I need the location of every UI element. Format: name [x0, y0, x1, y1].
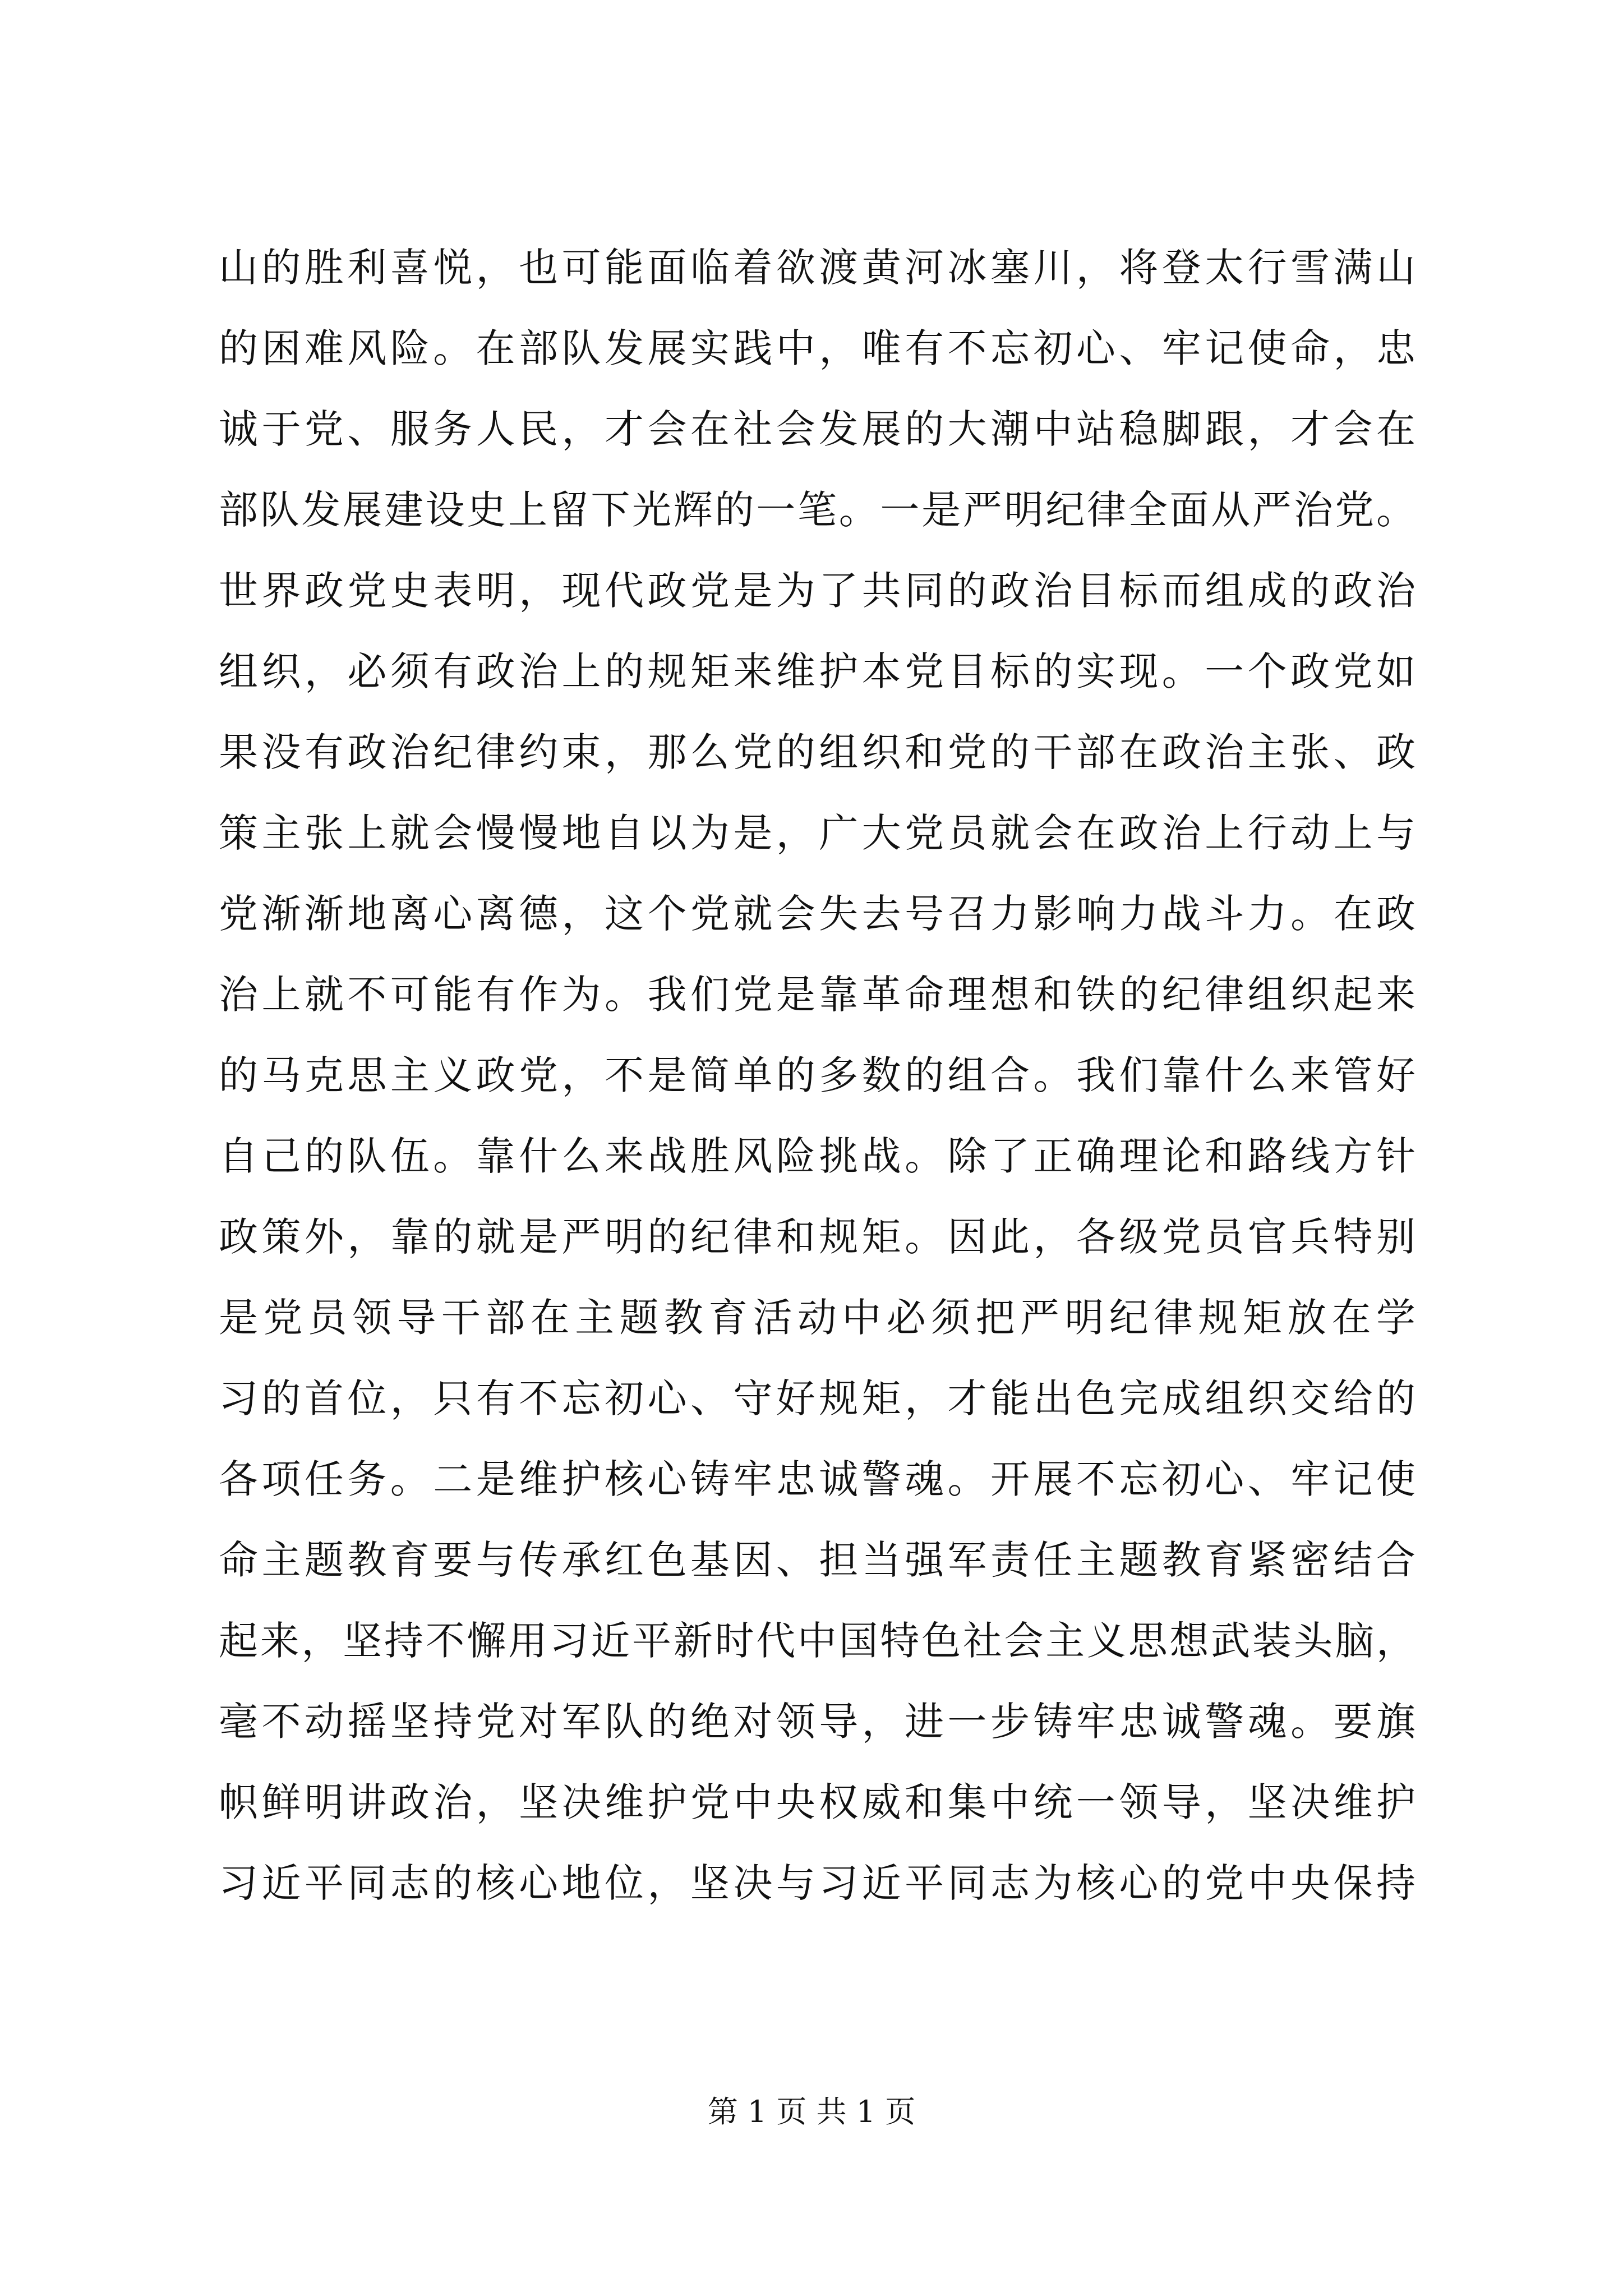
text-line: 习的首位，只有不忘初心、守好规矩，才能出色完成组织交给的: [219, 1375, 1415, 1421]
text-line: 党渐渐地离心离德，这个党就会失去号召力影响力战斗力。在政: [219, 891, 1415, 937]
text-line: 政策外，靠的就是严明的纪律和规矩。因此，各级党员官兵特别: [219, 1214, 1415, 1260]
text-line: 组织，必须有政治上的规矩来维护本党目标的实现。一个政党如: [219, 648, 1415, 694]
text-line: 各项任务。二是维护核心铸牢忠诚警魂。开展不忘初心、牢记使: [219, 1456, 1415, 1502]
body-text: [219, 227, 1415, 1924]
text-line: 命主题教育要与传承红色基因、担当强军责任主题教育紧密结合: [219, 1537, 1415, 1583]
page-number-label: 第 1 页 共 1 页: [707, 2094, 916, 2129]
text-line: 果没有政治纪律约束，那么党的组织和党的干部在政治主张、政: [219, 729, 1415, 775]
text-line: 治上就不可能有作为。我们党是靠革命理想和铁的纪律组织起来: [219, 972, 1415, 1018]
text-line: 帜鲜明讲政治，坚决维护党中央权威和集中统一领导，坚决维护: [219, 1779, 1415, 1825]
text-line: 山的胜利喜悦，也可能面临着欲渡黄河冰塞川，将登太行雪满山: [219, 245, 1415, 291]
text-line: 世界政党史表明，现代政党是为了共同的政治目标而组成的政治: [219, 568, 1415, 614]
text-line: 的马克思主义政党，不是简单的多数的组合。我们靠什么来管好: [219, 1052, 1415, 1098]
text-line: 是党员领导干部在主题教育活动中必须把严明纪律规矩放在学: [219, 1295, 1415, 1341]
text-line: 起来，坚持不懈用习近平新时代中国特色社会主义思想武装头脑，: [219, 1618, 1415, 1664]
page-footer: [0, 2092, 1623, 2132]
text-line: 毫不动摇坚持党对军队的绝对领导，进一步铸牢忠诚警魂。要旗: [219, 1699, 1415, 1745]
text-line: 的困难风险。在部队发展实践中，唯有不忘初心、牢记使命，忠: [219, 325, 1415, 371]
text-line: 策主张上就会慢慢地自以为是，广大党员就会在政治上行动上与: [219, 810, 1415, 856]
text-line: 习近平同志的核心地位，坚决与习近平同志为核心的党中央保持: [219, 1860, 1415, 1906]
text-line: 诚于党、服务人民，才会在社会发展的大潮中站稳脚跟，才会在: [219, 406, 1415, 452]
text-line: 自己的队伍。靠什么来战胜风险挑战。除了正确理论和路线方针: [219, 1133, 1415, 1179]
text-line: 部队发展建设史上留下光辉的一笔。一是严明纪律全面从严治党。: [219, 487, 1415, 533]
